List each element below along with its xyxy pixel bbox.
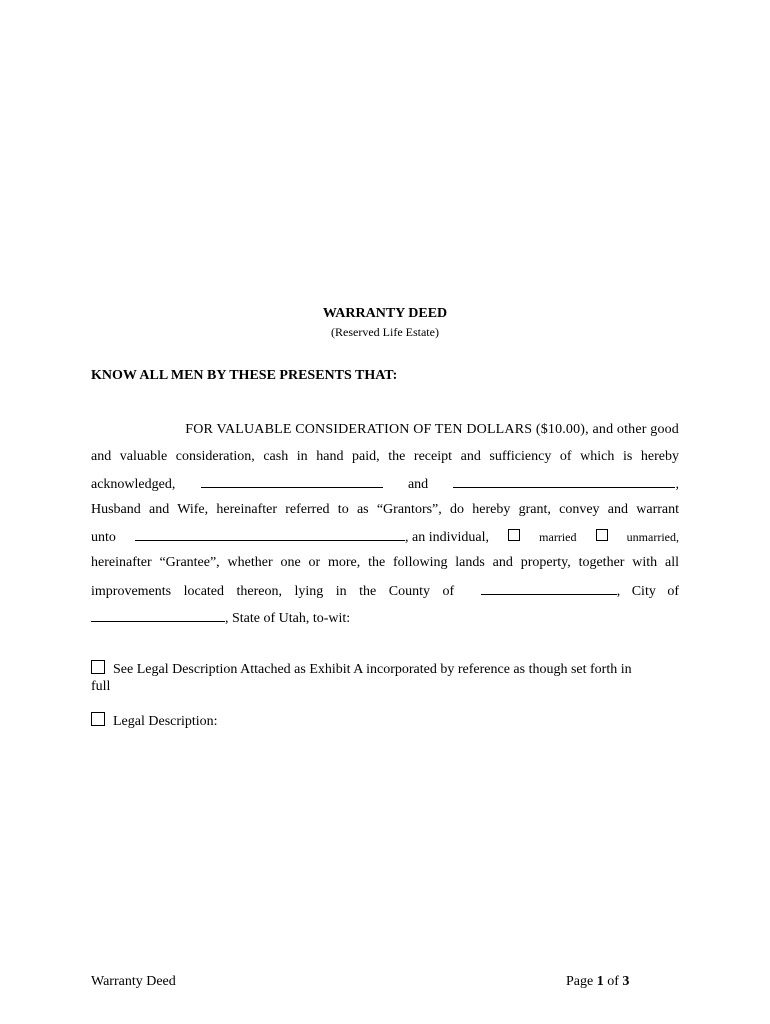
consideration-text: FOR VALUABLE CONSIDERATION OF TEN DOLLARS ($10.00), and other good [185, 422, 679, 437]
county-text: improvements located thereon, lying in the County of [91, 584, 455, 599]
preamble-heading: KNOW ALL MEN BY THESE PRESENTS THAT: [91, 368, 398, 383]
document-subtitle: (Reserved Life Estate) [331, 325, 439, 339]
legal-description-checkbox[interactable] [91, 712, 105, 726]
grantor-1-name-field[interactable] [201, 474, 383, 488]
city-text: , City of [616, 584, 679, 599]
legal-description-label: Legal Description: [113, 714, 218, 729]
legal-description-option [91, 712, 679, 730]
exhibit-text: See Legal Description Attached as Exhibit A incorporated by reference as though set forth in [113, 662, 632, 677]
exhibit-checkbox[interactable] [91, 660, 105, 674]
grantor-2-name-field[interactable] [453, 474, 675, 488]
married-checkbox[interactable] [508, 529, 520, 541]
body-line-8 [91, 608, 679, 626]
unto-text: unto [91, 530, 116, 545]
unmarried-checkbox[interactable] [596, 529, 608, 541]
county-field[interactable] [481, 581, 617, 595]
exhibit-option [91, 660, 679, 678]
page-total: 3 [622, 974, 630, 989]
page-of: of [607, 974, 619, 989]
city-field[interactable] [91, 608, 225, 622]
footer-page-number [566, 974, 629, 990]
grantee-name-field[interactable] [135, 527, 405, 541]
page-current: 1 [596, 974, 604, 989]
body-line-1 [91, 421, 679, 439]
unmarried-label: unmarried, [626, 530, 679, 544]
state-text: , State of Utah, to-wit: [225, 611, 351, 626]
body-line-6: hereinafter “Grantee”, whether one or more, the following lands and property, together with all [91, 555, 679, 570]
married-label: married [539, 530, 577, 544]
individual-text: , an individual, [404, 530, 489, 545]
body-line-7 [91, 581, 679, 599]
acknowledged-text: acknowledged, [91, 477, 176, 492]
body-line-5 [91, 527, 679, 545]
document-title: WARRANTY DEED [322, 306, 448, 321]
body-line-4: Husband and Wife, hereinafter referred to as “Grantors”, do hereby grant, convey and warrant [91, 502, 679, 517]
exhibit-option-continuation: full [91, 679, 111, 694]
body-line-3 [91, 474, 679, 492]
body-line-2: and valuable consideration, cash in hand paid, the receipt and sufficiency of which is hereby [91, 449, 679, 464]
page-prefix: Page [566, 974, 594, 989]
and-text: and [407, 477, 429, 492]
comma-text: , [675, 477, 679, 492]
footer-document-name: Warranty Deed [91, 974, 176, 989]
